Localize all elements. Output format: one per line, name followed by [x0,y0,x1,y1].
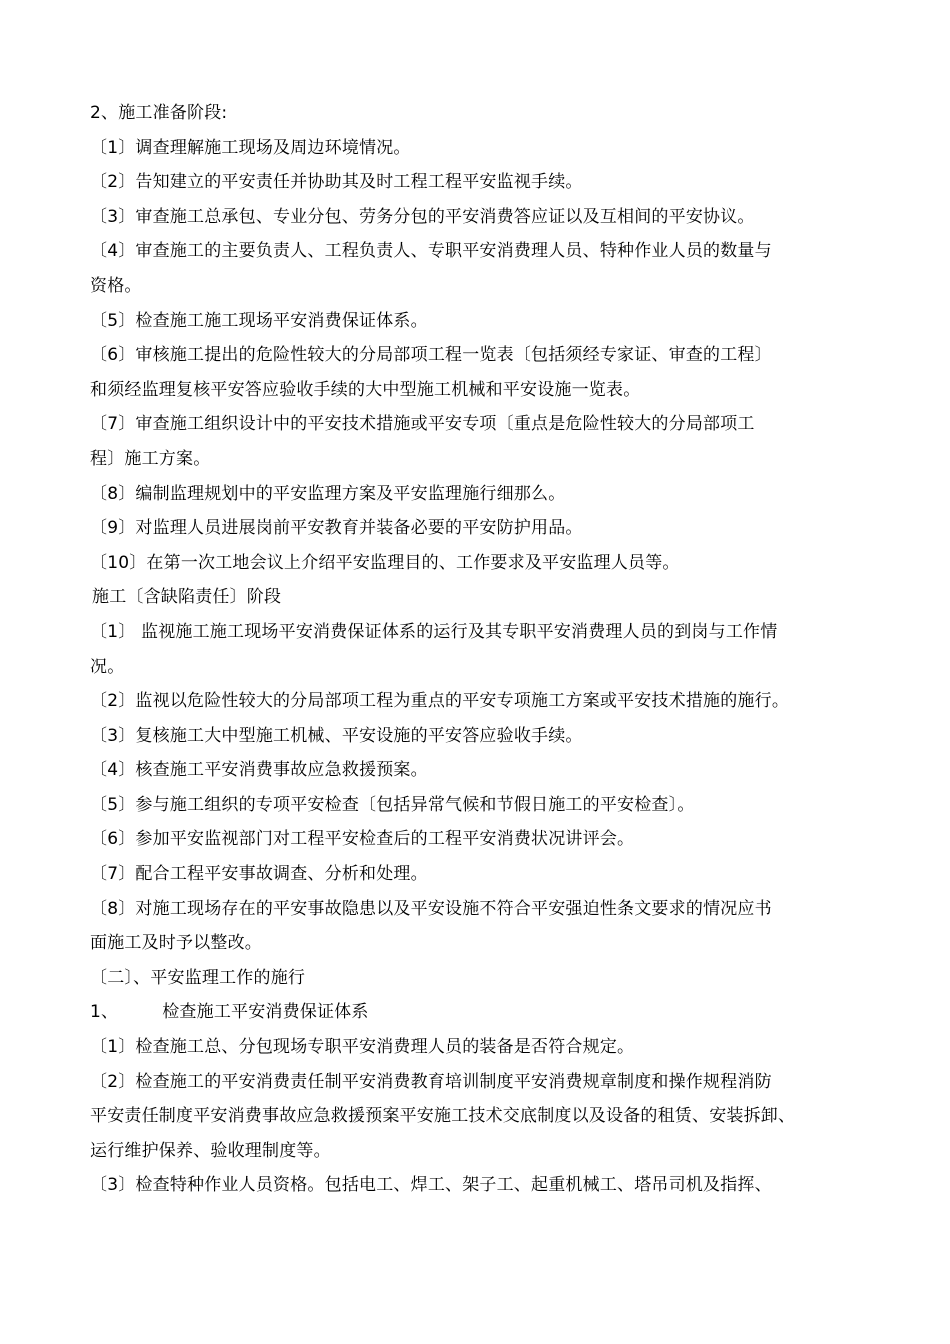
paragraph-line: 程〕施工方案。 [90,448,211,469]
paragraph-line: 〔10〕在第一次工地会议上介绍平安监理目的、工作要求及平安监理人员等。 [90,552,680,573]
subsection-heading [90,995,860,1030]
paragraph-line: 平安责任制度平安消费事故应急救援预案平安施工技术交底制度以及设备的租赁、安装拆卸、 [90,1106,796,1127]
paragraph-line: 资格。 [90,275,142,296]
paragraph-line: 〔1〕调查理解施工现场及周边环境情况。 [90,137,411,158]
paragraph-line: 〔8〕编制监理规划中的平安监理方案及平安监理施行细那么。 [90,483,566,504]
paragraph-line: 〔4〕核查施工平安消费事故应急救援预案。 [90,760,428,781]
subsection-title: 检查施工平安消费保证体系 [162,1002,369,1023]
paragraph-line: 〔2〕监视以危险性较大的分局部项工程为重点的平安专项施工方案或平安技术措施的施行。 [90,691,790,712]
paragraph-line: 〔4〕审查施工的主要负责人、工程负责人、专职平安消费理人员、特种作业人员的数量与 [90,241,772,262]
paragraph-line: 〔3〕复核施工大中型施工机械、平安设施的平安答应验收手续。 [90,725,583,746]
paragraph-line: 〔6〕参加平安监视部门对工程平安检查后的工程平安消费状况讲评会。 [90,829,635,850]
paragraph-line: 〔3〕检查特种作业人员资格。包括电工、焊工、架子工、起重机械工、塔吊司机及指挥、 [90,1175,772,1196]
paragraph-line: 〔1〕检查施工总、分包现场专职平安消费理人员的装备是否符合规定。 [90,1037,635,1058]
section-heading: 〔二〕、平安监理工作的施行 [90,967,306,988]
paragraph-line: 〔5〕参与施工组织的专项平安检查〔包括异常气候和节假日施工的平安检查〕。 [90,794,695,815]
section-heading: 2、施工准备阶段: [90,103,228,123]
paragraph-line: 〔7〕配合工程平安事故调查、分析和处理。 [90,864,428,885]
section-heading: 施工〔含缺陷责任〕阶段 [92,587,282,608]
paragraph-line: 〔7〕审查施工组织设计中的平安技术措施或平安专项〔重点是危险性较大的分局部项工 [90,414,755,435]
paragraph-line: 面施工及时予以整改。 [90,933,262,954]
paragraph-line: 况。 [90,656,125,677]
paragraph-line: 〔6〕审核施工提出的危险性较大的分局部项工程一览表〔包括须经专家证、审查的工程〕 [90,345,772,366]
paragraph-line: 运行维护保养、验收理制度等。 [90,1140,331,1161]
paragraph-line: 和须经监理复核平安答应验收手续的大中型施工机械和平安设施一览表。 [90,379,641,400]
document-body [90,96,860,1203]
subsection-number: 1、 [90,1002,119,1023]
paragraph-line: 〔9〕对监理人员进展岗前平安教育并装备必要的平安防护用品。 [90,518,583,539]
paragraph-line: 〔5〕检查施工施工现场平安消费保证体系。 [90,310,428,331]
paragraph-line: 〔2〕告知建立的平安责任并协助其及时工程工程平安监视手续。 [90,172,583,193]
paragraph-line: 〔1〕 监视施工施工现场平安消费保证体系的运行及其专职平安消费理人员的到岗与工作情 [90,621,778,642]
paragraph-line: 〔2〕检查施工的平安消费责任制平安消费教育培训制度平安消费规章制度和操作规程消防 [90,1071,772,1092]
paragraph-line: 〔8〕对施工现场存在的平安事故隐患以及平安设施不符合平安强迫性条文要求的情况应书 [90,898,772,919]
paragraph-line: 〔3〕审查施工总承包、专业分包、劳务分包的平安消费答应证以及互相间的平安协议。 [90,206,755,227]
